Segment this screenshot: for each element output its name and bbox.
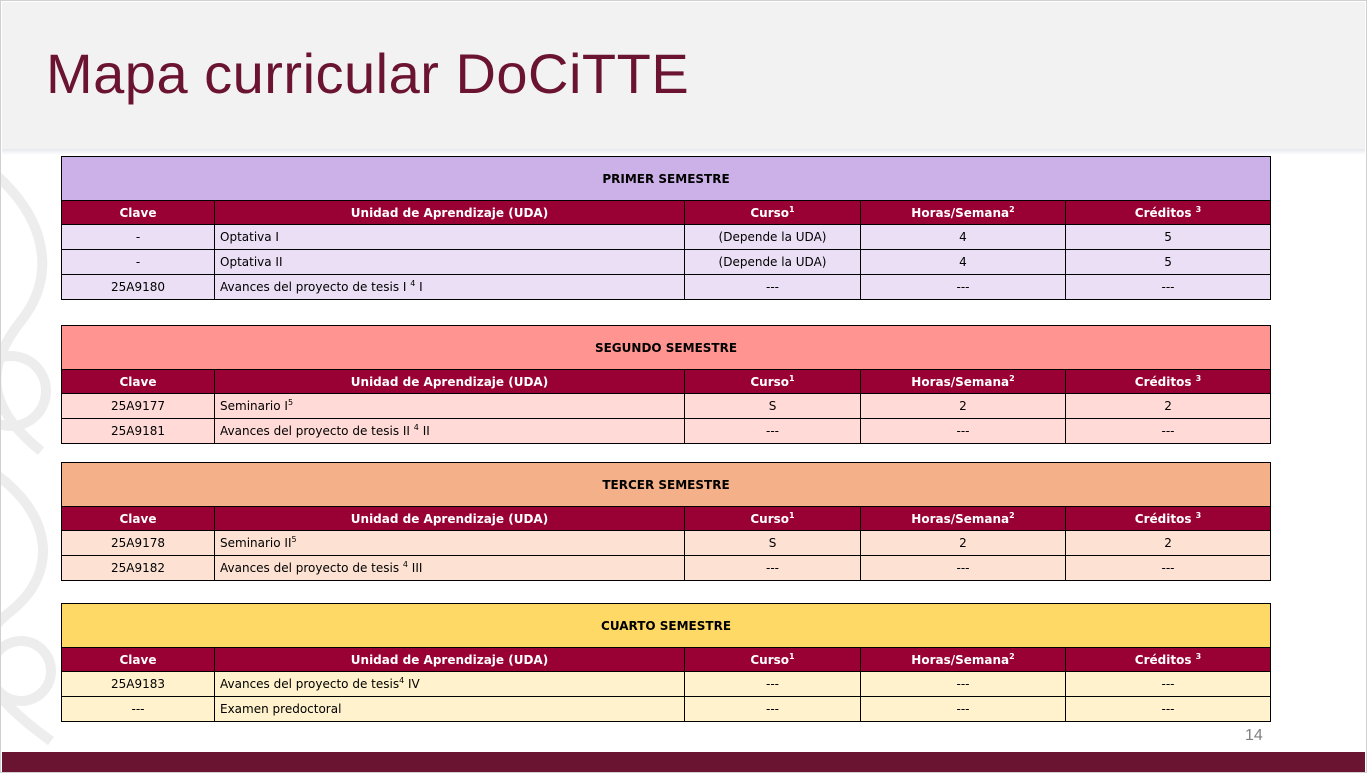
cell-horas: 4 <box>861 250 1066 275</box>
cell-creditos: 5 <box>1066 225 1271 250</box>
column-header-creditos-footnote: 3 <box>1195 373 1202 383</box>
semester-title: TERCER SEMESTRE <box>62 463 1271 507</box>
semester-title: SEGUNDO SEMESTRE <box>62 326 1271 370</box>
column-header-uda-label: Unidad de Aprendizaje (UDA) <box>350 652 549 667</box>
cell-creditos: --- <box>1066 672 1271 697</box>
column-header-curso-label: Curso <box>750 374 790 389</box>
uda-suffix: IV <box>404 677 420 691</box>
semester-title-row <box>62 157 1271 201</box>
column-header-clave <box>62 370 215 394</box>
column-header-creditos <box>1066 507 1271 531</box>
cell-uda <box>215 531 685 556</box>
cell-horas: --- <box>861 419 1066 444</box>
table-row <box>62 250 1271 275</box>
semester-table-2 <box>61 325 1271 444</box>
cell-creditos: 2 <box>1066 531 1271 556</box>
table-row <box>62 275 1271 300</box>
cell-curso: S <box>685 531 861 556</box>
uda-suffix: I <box>415 280 423 294</box>
column-header-creditos-footnote: 3 <box>1195 204 1202 214</box>
cell-uda <box>215 556 685 581</box>
table-row <box>62 672 1271 697</box>
column-header-uda <box>215 648 685 672</box>
cell-uda <box>215 672 685 697</box>
table-row <box>62 697 1271 722</box>
table-row <box>62 419 1271 444</box>
column-header-curso <box>685 507 861 531</box>
column-header-curso <box>685 370 861 394</box>
uda-name: Avances del proyecto de tesis <box>220 677 400 691</box>
column-header-curso-footnote: 1 <box>789 510 795 520</box>
column-header-uda <box>215 201 685 225</box>
cell-curso: --- <box>685 275 861 300</box>
column-header-horas-footnote: 2 <box>1009 204 1015 214</box>
column-header-clave <box>62 201 215 225</box>
column-header-clave-label: Clave <box>119 205 157 220</box>
column-header-creditos-label: Créditos <box>1134 205 1196 220</box>
uda-footnote: 4 <box>399 676 405 685</box>
cell-horas: --- <box>861 697 1066 722</box>
cell-creditos: --- <box>1066 275 1271 300</box>
semester-table-3 <box>61 462 1271 581</box>
semester-title-row <box>62 604 1271 648</box>
column-header-row <box>62 507 1271 531</box>
uda-name: Examen predoctoral <box>220 702 342 716</box>
cell-uda <box>215 250 685 275</box>
semester-table-4 <box>61 603 1271 722</box>
uda-name: Avances del proyecto de tesis I <box>220 280 411 294</box>
uda-name: Optativa I <box>220 230 279 244</box>
cell-horas: --- <box>861 556 1066 581</box>
column-header-uda-label: Unidad de Aprendizaje (UDA) <box>350 205 549 220</box>
cell-horas: 2 <box>861 531 1066 556</box>
column-header-creditos-footnote: 3 <box>1195 651 1202 661</box>
table-row <box>62 556 1271 581</box>
cell-clave: 25A9181 <box>62 419 215 444</box>
column-header-row <box>62 648 1271 672</box>
cell-curso: --- <box>685 419 861 444</box>
uda-suffix: III <box>407 561 423 575</box>
cell-clave: 25A9182 <box>62 556 215 581</box>
cell-uda <box>215 419 685 444</box>
column-header-clave-label: Clave <box>119 652 157 667</box>
column-header-horas-label: Horas/Semana <box>911 205 1010 220</box>
uda-name: Avances del proyecto de tesis <box>220 561 403 575</box>
column-header-clave-label: Clave <box>119 511 157 526</box>
column-header-clave-label: Clave <box>119 374 157 389</box>
column-header-horas-label: Horas/Semana <box>911 511 1010 526</box>
uda-suffix: II <box>418 424 430 438</box>
column-header-horas-footnote: 2 <box>1009 373 1015 383</box>
semester-title: PRIMER SEMESTRE <box>62 157 1271 201</box>
column-header-curso-label: Curso <box>750 652 790 667</box>
uda-footnote: 4 <box>413 423 419 432</box>
column-header-curso-footnote: 1 <box>789 204 795 214</box>
uda-name: Seminario II <box>220 536 292 550</box>
uda-footnote: 5 <box>287 398 294 407</box>
column-header-row <box>62 201 1271 225</box>
column-header-creditos <box>1066 648 1271 672</box>
cell-creditos: --- <box>1066 697 1271 722</box>
table-row <box>62 531 1271 556</box>
cell-clave: 25A9183 <box>62 672 215 697</box>
column-header-curso-footnote: 1 <box>789 373 795 383</box>
column-header-creditos-label: Créditos <box>1134 374 1196 389</box>
semester-table-1 <box>61 156 1271 300</box>
cell-clave: 25A9177 <box>62 394 215 419</box>
column-header-horas-label: Horas/Semana <box>911 652 1010 667</box>
uda-name: Avances del proyecto de tesis II <box>220 424 414 438</box>
cell-curso: --- <box>685 556 861 581</box>
column-header-creditos <box>1066 370 1271 394</box>
uda-footnote: 4 <box>402 560 408 569</box>
column-header-horas-label: Horas/Semana <box>911 374 1010 389</box>
cell-horas: 2 <box>861 394 1066 419</box>
cell-creditos: 5 <box>1066 250 1271 275</box>
cell-uda <box>215 275 685 300</box>
column-header-clave <box>62 507 215 531</box>
footer-bar <box>2 752 1365 772</box>
cell-clave: 25A9180 <box>62 275 215 300</box>
cell-horas: --- <box>861 672 1066 697</box>
column-header-curso-label: Curso <box>750 205 790 220</box>
table-row <box>62 394 1271 419</box>
column-header-uda <box>215 370 685 394</box>
cell-clave: --- <box>62 697 215 722</box>
cell-clave: - <box>62 225 215 250</box>
cell-uda <box>215 394 685 419</box>
uda-name: Optativa II <box>220 255 283 269</box>
column-header-horas <box>861 648 1066 672</box>
column-header-creditos-footnote: 3 <box>1195 510 1202 520</box>
column-header-horas-footnote: 2 <box>1009 510 1015 520</box>
column-header-row <box>62 370 1271 394</box>
semester-title: CUARTO SEMESTRE <box>62 604 1271 648</box>
cell-curso: S <box>685 394 861 419</box>
cell-creditos: 2 <box>1066 394 1271 419</box>
cell-creditos: --- <box>1066 556 1271 581</box>
column-header-uda-label: Unidad de Aprendizaje (UDA) <box>350 511 549 526</box>
cell-horas: --- <box>861 275 1066 300</box>
column-header-creditos-label: Créditos <box>1134 652 1196 667</box>
page-number: 14 <box>1245 727 1263 744</box>
column-header-uda-label: Unidad de Aprendizaje (UDA) <box>350 374 549 389</box>
column-header-horas <box>861 507 1066 531</box>
column-header-horas <box>861 201 1066 225</box>
semester-title-row <box>62 326 1271 370</box>
column-header-horas-footnote: 2 <box>1009 651 1015 661</box>
semester-title-row <box>62 463 1271 507</box>
cell-clave: - <box>62 250 215 275</box>
table-row <box>62 225 1271 250</box>
column-header-uda <box>215 507 685 531</box>
column-header-creditos-label: Créditos <box>1134 511 1196 526</box>
uda-name: Seminario I <box>220 399 288 413</box>
cell-curso: (Depende la UDA) <box>685 250 861 275</box>
cell-curso: --- <box>685 672 861 697</box>
column-header-creditos <box>1066 201 1271 225</box>
cell-curso: (Depende la UDA) <box>685 225 861 250</box>
cell-horas: 4 <box>861 225 1066 250</box>
cell-curso: --- <box>685 697 861 722</box>
slide-title: Mapa curricular DoCiTTE <box>46 42 690 105</box>
column-header-horas <box>861 370 1066 394</box>
column-header-clave <box>62 648 215 672</box>
cell-creditos: --- <box>1066 419 1271 444</box>
uda-footnote: 4 <box>410 279 416 288</box>
header-shadow <box>2 149 1365 155</box>
cell-uda <box>215 225 685 250</box>
cell-clave: 25A9178 <box>62 531 215 556</box>
cell-uda <box>215 697 685 722</box>
column-header-curso-label: Curso <box>750 511 790 526</box>
column-header-curso-footnote: 1 <box>789 651 795 661</box>
column-header-curso <box>685 201 861 225</box>
uda-footnote: 5 <box>291 535 297 544</box>
column-header-curso <box>685 648 861 672</box>
